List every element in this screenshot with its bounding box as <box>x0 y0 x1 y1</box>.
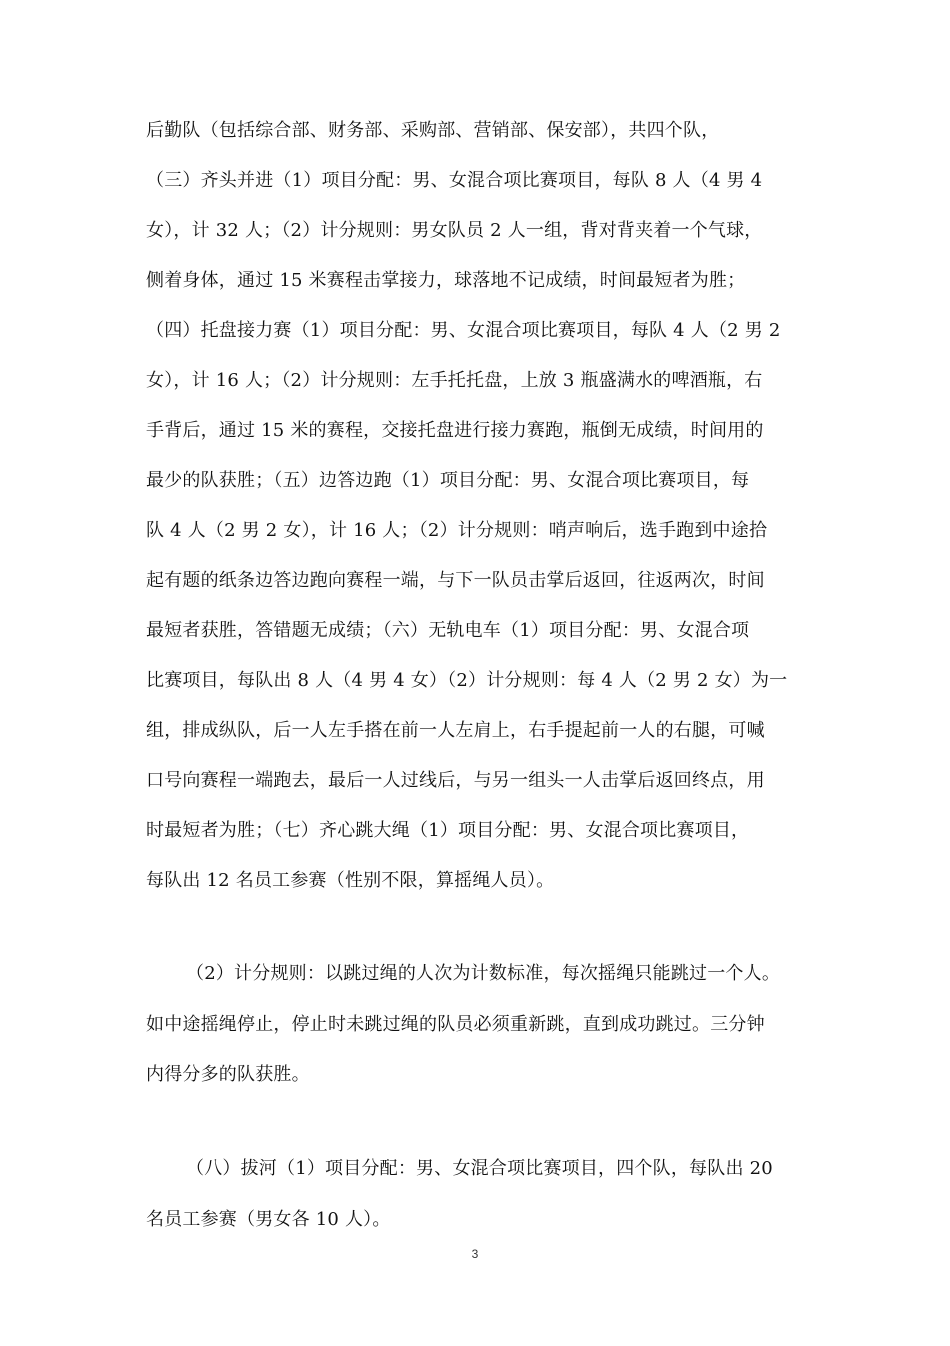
body-text-line: 最短者获胜，答错题无成绩；（六）无轨电车（1）项目分配：男、女混合项 <box>146 620 750 641</box>
body-text-line: 后勤队（包括综合部、财务部、采购部、营销部、保安部），共四个队， <box>146 120 720 141</box>
paragraph-first-line: （八）拔河（1）项目分配：男、女混合项比赛项目，四个队，每队出 20 <box>186 1158 773 1179</box>
body-text-line: 时最短者为胜；（七）齐心跳大绳（1）项目分配：男、女混合项比赛项目， <box>146 820 750 841</box>
body-text-line: 比赛项目，每队出 8 人（4 男 4 女）（2）计分规则：每 4 人（2 男 2 女）为一 <box>146 670 788 691</box>
body-text-line: 侧着身体，通过 15 米赛程击掌接力，球落地不记成绩，时间最短者为胜； <box>146 270 746 291</box>
body-text-line: 队 4 人（2 男 2 女），计 16 人；（2）计分规则：哨声响后，选手跑到中途拾 <box>146 520 768 541</box>
paragraph-first-line: （2）计分规则：以跳过绳的人次为计数标准，每次摇绳只能跳过一个人。 <box>186 963 781 984</box>
body-text-line: 名员工参赛（男女各 10 人）。 <box>146 1209 391 1230</box>
body-text-line: 内得分多的队获胜。 <box>146 1064 310 1085</box>
body-text-line: 女），计 16 人；（2）计分规则：左手托托盘，上放 3 瓶盛满水的啤酒瓶，右 <box>146 370 763 391</box>
body-text-line: 起有题的纸条边答边跑向赛程一端，与下一队员击掌后返回，往返两次，时间 <box>146 570 765 591</box>
body-text-line: 手背后，通过 15 米的赛程，交接托盘进行接力赛跑，瓶倒无成绩，时间用的 <box>146 420 764 441</box>
body-text-line: （三）齐头并进（1）项目分配：男、女混合项比赛项目，每队 8 人（4 男 4 <box>146 170 763 191</box>
body-text-line: 每队出 12 名员工参赛（性别不限，算摇绳人员）。 <box>146 870 555 891</box>
body-text-line: （四）托盘接力赛（1）项目分配：男、女混合项比赛项目，每队 4 人（2 男 2 <box>146 320 781 341</box>
page-number: 3 <box>471 1247 479 1261</box>
body-text-line: 女），计 32 人；（2）计分规则：男女队员 2 人一组，背对背夹着一个气球， <box>146 220 763 241</box>
body-text-line: 如中途摇绳停止，停止时未跳过绳的队员必须重新跳，直到成功跳过。三分钟 <box>146 1014 765 1035</box>
body-text-line: 最少的队获胜；（五）边答边跑（1）项目分配：男、女混合项比赛项目，每 <box>146 470 750 491</box>
body-text-line: 组，排成纵队，后一人左手搭在前一人左肩上，右手提起前一人的右腿，可喊 <box>146 720 765 741</box>
body-text-line: 口号向赛程一端跑去，最后一人过线后，与另一组头一人击掌后返回终点，用 <box>146 770 765 791</box>
